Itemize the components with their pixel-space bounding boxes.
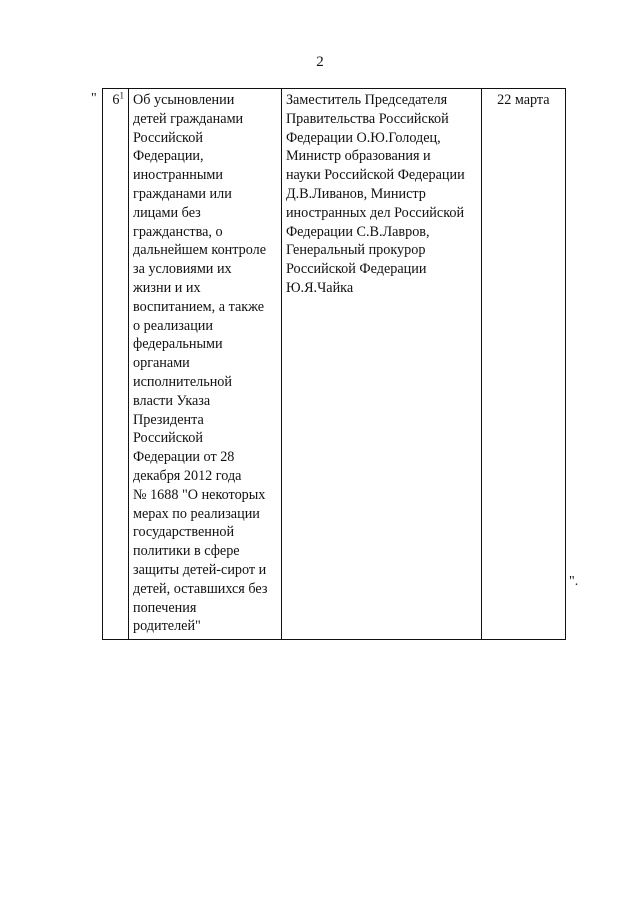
subject-line: Президента [133, 411, 204, 428]
responsible-line: Генеральный прокурор [285, 242, 426, 259]
responsible-cell [281, 89, 481, 640]
responsible-line: Заместитель Председателя [285, 92, 448, 108]
subject-line: мерах по реализации [133, 505, 260, 522]
subject-line: исполнительной [133, 373, 232, 390]
subject-line: органами [133, 355, 190, 372]
subject-line: № 1688 "О некоторых [133, 486, 266, 503]
subject-line: лицами без [133, 204, 201, 221]
responsible-line: Министр образования и [285, 148, 431, 165]
subject-line: Федерации, [133, 148, 204, 165]
item-number-cell [103, 89, 129, 640]
subject-text [133, 91, 277, 636]
subject-line: Российской [133, 129, 203, 146]
subject-line: декабря 2012 года [133, 467, 242, 484]
subject-line: Об усыновлении [133, 92, 235, 108]
subject-line: детей, оставшихся без [133, 580, 268, 597]
subject-line: федеральными [133, 336, 223, 353]
subject-line: гражданства, о [133, 223, 223, 240]
subject-line: государственной [133, 524, 235, 541]
subject-line: защиты детей-сирот и [133, 561, 267, 578]
subject-line: иностранными [133, 167, 223, 184]
subject-line: политики в сфере [133, 543, 240, 560]
deadline-cell [481, 89, 565, 640]
subject-line: гражданами или [133, 185, 232, 202]
responsible-line: Д.В.Ливанов, Министр [285, 185, 426, 202]
subject-line: воспитанием, а также [133, 298, 265, 315]
opening-quote-mark: " [91, 91, 97, 106]
responsible-line: Федерации С.В.Лавров, [285, 223, 430, 240]
responsible-line: Федерации О.Ю.Голодец, [285, 129, 441, 146]
subject-line: о реализации [133, 317, 213, 334]
item-number-superscript: 1 [119, 90, 124, 101]
subject-cell [129, 89, 282, 640]
subject-line: дальнейшем контроле [133, 242, 267, 259]
subject-line: за условиями их [133, 261, 232, 278]
subject-line: жизни и их [133, 279, 201, 296]
subject-line: родителей" [133, 618, 201, 635]
responsible-line: Российской Федерации [285, 261, 427, 278]
item-number: 6 [112, 92, 120, 108]
subject-line: детей гражданами [133, 110, 244, 127]
subject-line: Российской [133, 430, 203, 447]
responsible-line: Правительства Российской [285, 110, 449, 127]
document-table [102, 88, 566, 640]
responsible-text [286, 91, 477, 298]
subject-line: власти Указа [133, 392, 211, 409]
responsible-line: науки Российской Федерации [285, 167, 465, 184]
page-number: 2 [316, 54, 324, 70]
closing-quote-mark: ". [569, 574, 579, 589]
responsible-line: иностранных дел Российской [285, 204, 465, 221]
subject-line: Федерации от 28 [133, 449, 235, 466]
subject-line: попечения [133, 599, 197, 616]
deadline-text: 22 марта [497, 92, 550, 108]
table-row [103, 89, 566, 640]
responsible-line: Ю.Я.Чайка [285, 279, 354, 296]
